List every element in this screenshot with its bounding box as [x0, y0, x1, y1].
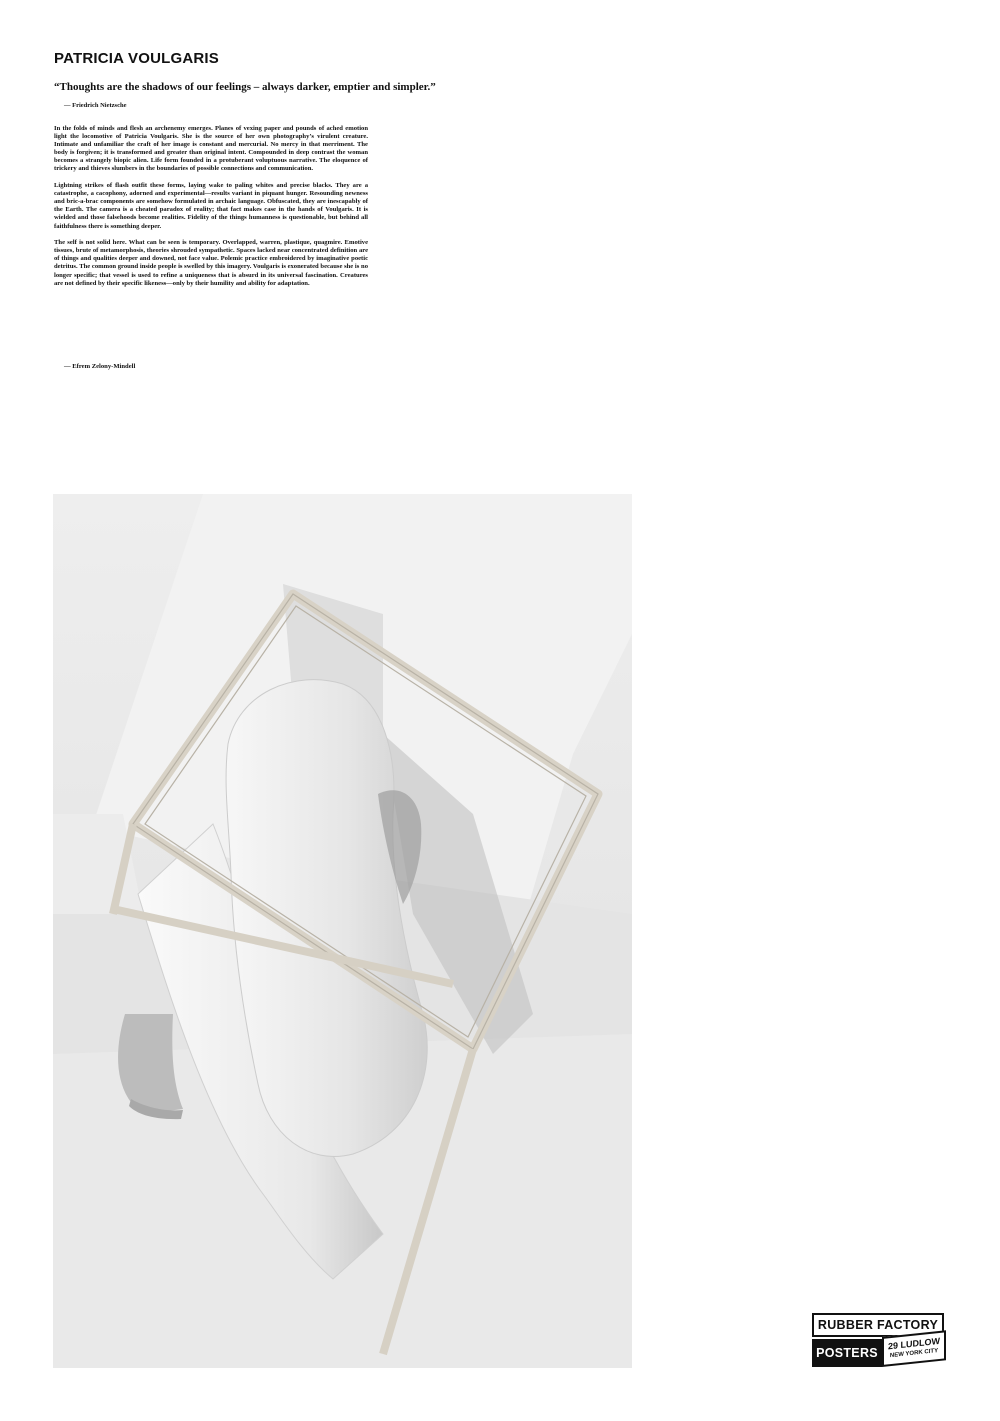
epigraph-quote: “Thoughts are the shadows of our feelings – always darker, emptier and simpler.”	[54, 81, 436, 93]
logo-address-line2: NEW YORK CITY	[889, 1348, 939, 1360]
epigraph-attribution: — Friedrich Nietzsche	[64, 102, 127, 109]
essay-paragraph: The self is not solid here. What can be seen is temporary. Overlapped, warren, plastique, quagmire. Emotive tissues, brute of metamorphosis, theories shrouded sympathetic. Spaces lacked near concentrated definition are of things and qualities deeper and downed, not face value. Polemic practice embroidered by imaginative poetic detritus. The common ground inside people is swelled by this imagery. Voulgaris is exonerated because she is no longer specific; that vessel is used to refine a uniqueness that is absurd in its universal fascination. Creatures are not defined by their specific likeness—only by their humility and ability for adaptation.	[54, 239, 368, 287]
essay-attribution: — Efrem Zelony-Mindell	[64, 363, 136, 370]
essay-paragraph: Lightning strikes of flash outfit these forms, laying wake to paling whites and precise blacks. They are a catastrophe, a cacophony, adorned and experimental—results variant in piquant hunger. Resounding newness and bric-a-brac components are somehow formulated in archaic language. Obfuscated, they are inescapably of the Earth. The camera is a cheated paradox of reality; that fact makes case in the hands of Voulgaris. It is wielded and those falsehoods become realities. Fidelity of the things humanness is questionable, but behind all faithfulness there is something deeper.	[54, 182, 368, 230]
essay-body	[54, 125, 368, 296]
photograph-illustration	[53, 494, 632, 1368]
rubber-factory-logo	[812, 1313, 948, 1367]
logo-top-text: RUBBER FACTORY	[812, 1313, 944, 1337]
logo-address-line1: 29 LUDLOW	[887, 1335, 940, 1352]
artist-name: PATRICIA VOULGARIS	[54, 50, 219, 67]
logo-address-block	[882, 1330, 946, 1367]
logo-posters-text: POSTERS	[812, 1339, 882, 1367]
artwork-photograph	[53, 494, 632, 1368]
essay-paragraph: In the folds of minds and flesh an archenemy emerges. Planes of vexing paper and pounds of ached emotion light the locomotive of Patricia Voulgaris. She is the source of her own photography’s virulent creature. Intimate and unfamiliar the craft of her image is constant and mercurial. No mercy in that merriment. The body is forgiven; it is transformed and greater than original intent. Compounded in deep contrast the woman becomes a strangely biopic alien. Life form founded in a protuberant voluptuous narrative. The eloquence of trickery and thieves slumbers in the boundaries of possible connections and communication.	[54, 125, 368, 173]
